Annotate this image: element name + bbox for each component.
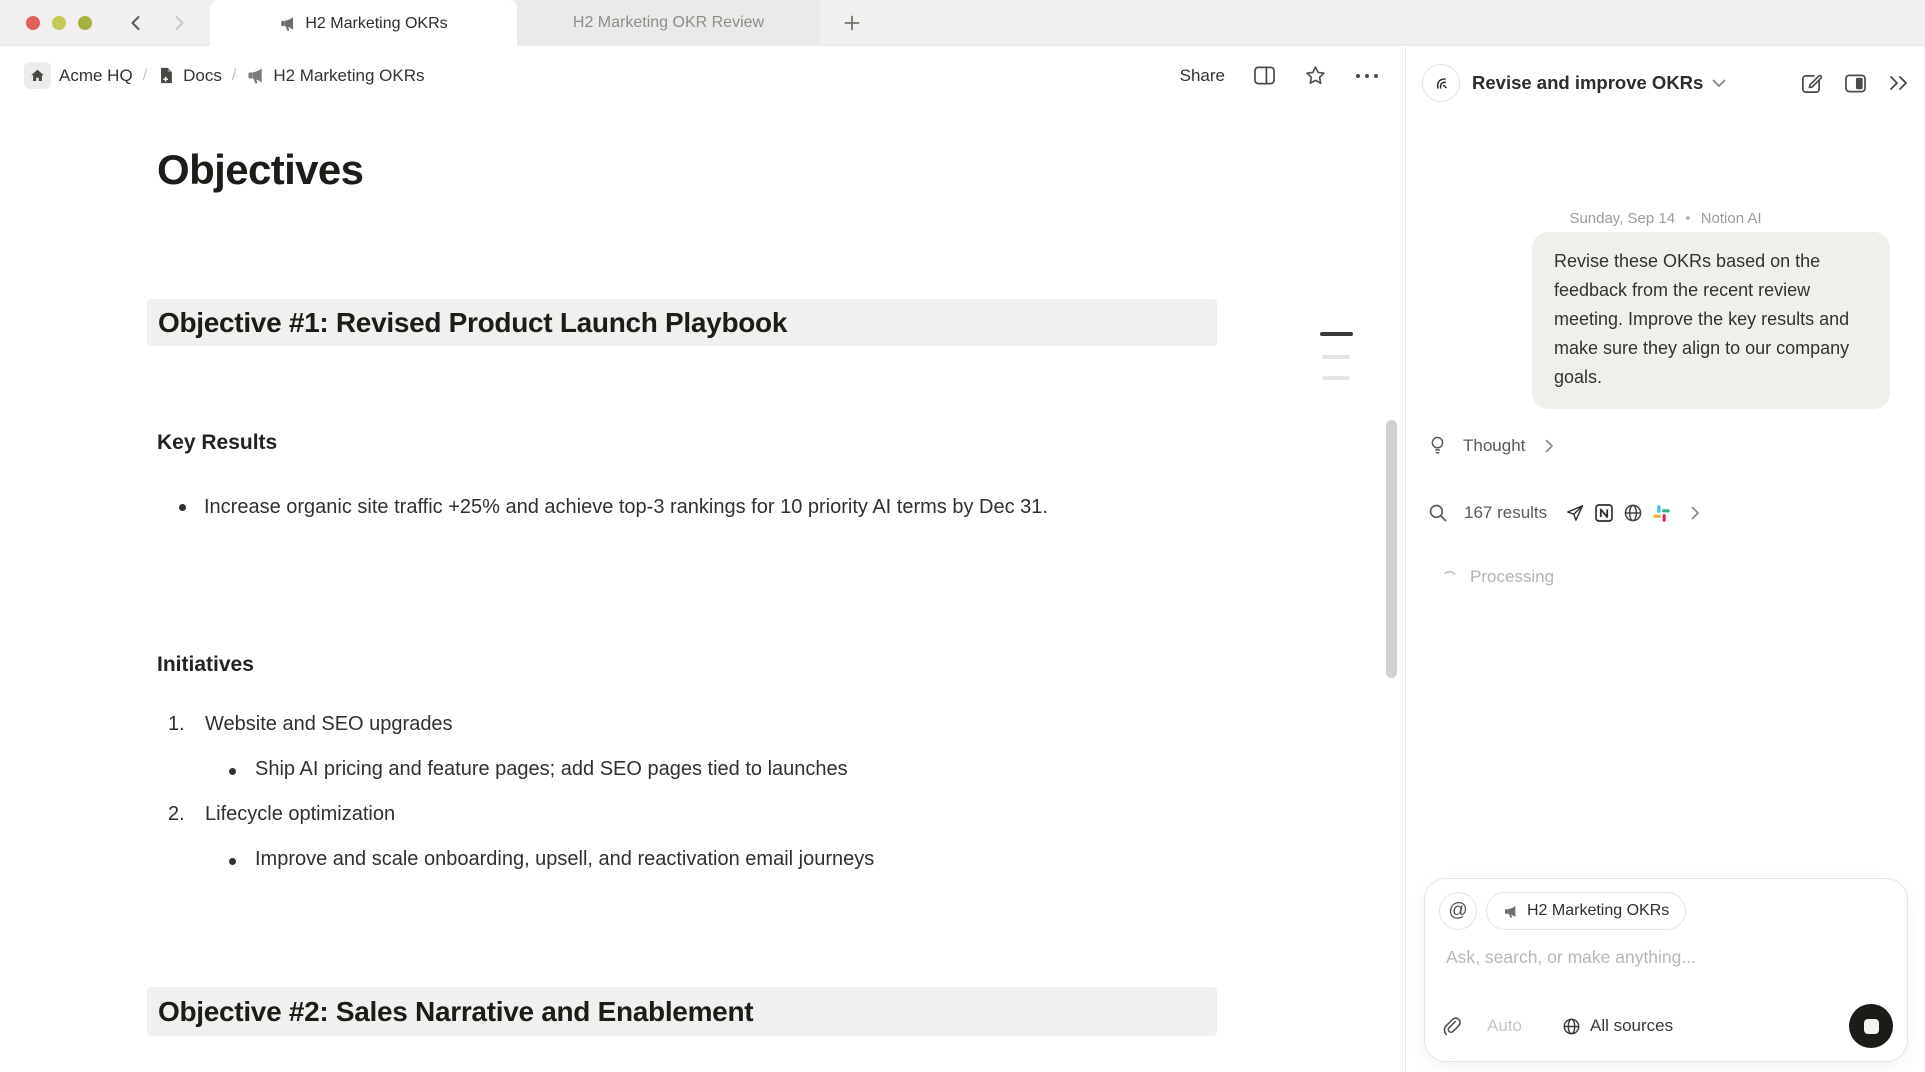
- spinner-icon: [1442, 570, 1457, 585]
- ellipsis-icon: [1355, 73, 1379, 79]
- chevron-right-icon: [170, 14, 188, 32]
- thread-dropdown-button[interactable]: [1712, 79, 1726, 88]
- new-tab-button[interactable]: [838, 9, 866, 37]
- window-controls: [26, 16, 92, 30]
- objective-2-heading: Objective #2: Sales Narrative and Enablement: [158, 995, 754, 1027]
- breadcrumb-item-current-page[interactable]: [246, 66, 424, 86]
- agent-label: Notion AI: [1700, 210, 1762, 227]
- stop-generation-button[interactable]: [1849, 1004, 1893, 1048]
- ai-panel-header: [1422, 63, 1910, 103]
- megaphone-icon: [279, 15, 296, 32]
- objective-1-heading: Objective #1: Revised Product Launch Playbook: [158, 306, 788, 338]
- header-controls: [1180, 47, 1379, 104]
- key-results-heading[interactable]: Key Results: [157, 431, 278, 454]
- page-title[interactable]: Objectives: [157, 146, 364, 193]
- tab-label: H2 Marketing OKRs: [305, 14, 448, 32]
- toggle-panel-button[interactable]: [1844, 73, 1867, 94]
- forward-button[interactable]: [165, 9, 193, 37]
- context-page-chip[interactable]: [1486, 892, 1686, 930]
- breadcrumb-separator: /: [231, 66, 237, 84]
- mode-selector[interactable]: Auto: [1487, 1016, 1522, 1035]
- search-results-row[interactable]: [1428, 503, 1700, 523]
- breadcrumb-item-acme-hq[interactable]: [24, 62, 133, 89]
- tab-bar: [0, 0, 1925, 46]
- chevron-left-icon: [127, 14, 145, 32]
- ai-prompt-input[interactable]: [1446, 941, 1886, 973]
- attach-file-button[interactable]: [1441, 1016, 1461, 1037]
- tab-label: H2 Marketing OKR Review: [572, 14, 765, 31]
- globe-icon: [1562, 1017, 1581, 1036]
- key-results-bullet-text[interactable]: Increase organic site traffic +25% and achieve top-3 rankings for 10 priority AI terms by Dec 31.: [204, 496, 1048, 518]
- doc-icon: [157, 66, 175, 85]
- thought-label: Thought: [1463, 435, 1526, 455]
- expand-thought-button[interactable]: [1545, 439, 1554, 453]
- results-count-label: 167 results: [1464, 503, 1548, 522]
- initiative-1-title[interactable]: Website and SEO upgrades: [205, 713, 453, 735]
- minimize-window-button[interactable]: [52, 16, 66, 30]
- bullet-marker: [229, 858, 236, 865]
- side-peek-button[interactable]: [1253, 65, 1276, 86]
- plus-icon: [842, 13, 862, 33]
- outline-dash-current[interactable]: [1320, 332, 1353, 336]
- outline-dash[interactable]: [1322, 376, 1350, 380]
- processing-label: Processing: [1470, 567, 1555, 586]
- back-button[interactable]: [122, 9, 150, 37]
- breadcrumb-separator: /: [142, 66, 148, 84]
- notion-logo-icon: [1594, 503, 1614, 523]
- breadcrumb-item-docs[interactable]: [157, 66, 222, 86]
- double-chevron-right-icon: [1888, 75, 1910, 91]
- objective-1-heading-block[interactable]: [147, 299, 1217, 346]
- context-chip-label: H2 Marketing OKRs: [1527, 902, 1670, 919]
- outline-dash[interactable]: [1322, 355, 1350, 359]
- processing-status-row: [1442, 567, 1554, 587]
- initiative-2-title[interactable]: Lifecycle optimization: [205, 803, 396, 825]
- search-icon: [1428, 503, 1448, 523]
- paper-plane-icon: [1565, 503, 1585, 523]
- notion-ai-face-icon: [1422, 64, 1460, 102]
- favorite-button[interactable]: [1304, 64, 1327, 87]
- date-label: Sunday, Sep 14: [1569, 210, 1676, 227]
- slack-logo-icon: [1652, 504, 1671, 523]
- side-panel-filled-icon: [1844, 73, 1867, 94]
- list-number: 1.: [168, 713, 185, 735]
- paperclip-icon: [1441, 1016, 1461, 1037]
- share-button[interactable]: Share: [1179, 65, 1225, 85]
- scrollbar-thumb[interactable]: [1386, 420, 1397, 678]
- close-window-button[interactable]: [26, 16, 40, 30]
- initiative-1-sub-bullet[interactable]: Ship AI pricing and feature pages; add SEO pages tied to launches: [255, 758, 848, 780]
- expand-results-button[interactable]: [1691, 506, 1700, 520]
- dot-separator: •: [1685, 210, 1691, 227]
- bullet-marker: [179, 504, 186, 511]
- stop-icon: [1864, 1019, 1879, 1034]
- mention-button[interactable]: @: [1439, 892, 1477, 930]
- user-message-bubble: Revise these OKRs based on the feedback from the recent review meeting. Improve the key results and make sure they align to our company goals.: [1532, 232, 1890, 409]
- ai-panel-actions: [1800, 72, 1910, 95]
- chevron-down-icon: [1712, 79, 1726, 88]
- chevron-right-icon: [1545, 439, 1554, 453]
- collapse-panel-button[interactable]: [1888, 75, 1910, 91]
- globe-icon: [1623, 503, 1643, 523]
- ai-composer: [1424, 878, 1908, 1062]
- breadcrumb-label: Acme HQ: [59, 65, 133, 85]
- objective-2-heading-block[interactable]: [147, 987, 1217, 1036]
- sources-selector[interactable]: [1562, 1016, 1673, 1036]
- star-icon: [1304, 64, 1327, 87]
- composer-toolbar: [1441, 1004, 1893, 1048]
- ai-thread-title[interactable]: Revise and improve OKRs: [1472, 72, 1704, 93]
- home-icon: [24, 62, 51, 89]
- megaphone-icon: [1503, 904, 1518, 919]
- breadcrumb-label: Docs: [183, 65, 222, 85]
- lightbulb-icon: [1428, 435, 1447, 456]
- list-number: 2.: [168, 803, 185, 825]
- initiative-2-sub-bullet[interactable]: Improve and scale onboarding, upsell, and reactivation email journeys: [255, 848, 875, 870]
- notion-ai-panel: [1405, 47, 1925, 1072]
- conversation-date-line: [1406, 210, 1925, 227]
- new-chat-button[interactable]: [1800, 72, 1823, 95]
- source-icons: [1565, 503, 1671, 523]
- breadcrumb: [24, 47, 425, 104]
- composer-context-row: [1439, 892, 1686, 930]
- breadcrumb-label: H2 Marketing OKRs: [273, 65, 425, 85]
- initiatives-heading[interactable]: Initiatives: [157, 653, 254, 676]
- more-options-button[interactable]: [1355, 73, 1379, 79]
- chevron-right-icon: [1691, 506, 1700, 520]
- tab-h2-marketing-okrs[interactable]: [210, 0, 517, 47]
- zoom-window-button[interactable]: [78, 16, 92, 30]
- thought-step-row[interactable]: [1428, 435, 1554, 456]
- page-header: [0, 47, 1405, 104]
- side-panel-icon: [1253, 65, 1276, 86]
- compose-icon: [1800, 72, 1823, 95]
- megaphone-icon: [246, 66, 265, 85]
- tab-h2-marketing-okr-review[interactable]: [517, 0, 820, 46]
- sources-label: All sources: [1589, 1016, 1674, 1035]
- bullet-marker: [229, 768, 236, 775]
